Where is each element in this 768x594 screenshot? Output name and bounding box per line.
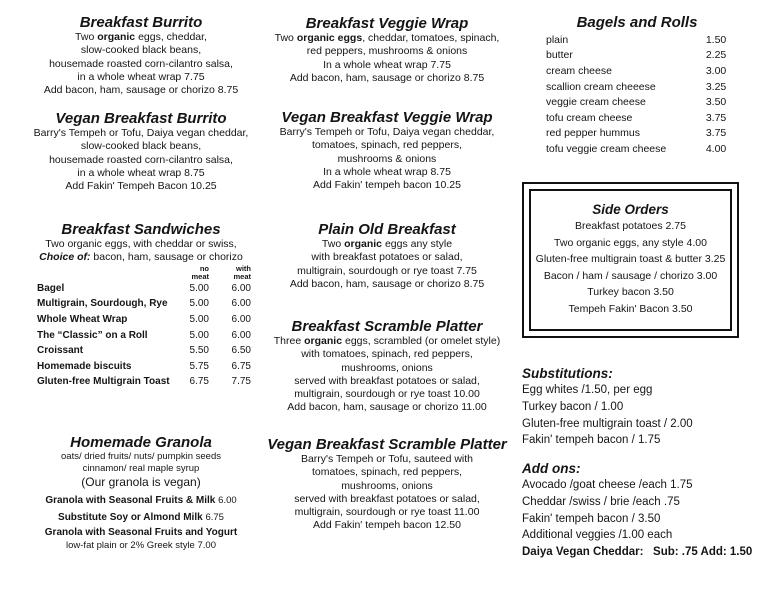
sandwich-name: Homemade biscuits [37,360,132,372]
sandwich-name: The “Classic” on a Roll [37,329,148,341]
bagel-price: 1.50 [705,33,727,46]
section-title: Plain Old Breakfast [318,221,456,238]
section-title: Vegan Breakfast Burrito [55,110,227,127]
description-line: in a whole wheat wrap 7.75 [77,70,205,83]
bagel-name: butter [546,49,573,62]
text-segment: Two [75,31,98,43]
table-row [37,296,251,312]
price-with-meat: 6.00 [231,282,251,294]
description-line: with breakfast potatoes or salad, [311,251,463,264]
bagel-price: 3.75 [705,111,727,124]
price-no-meat: 5.00 [189,314,209,326]
breakfast-scramble-platter-section [257,318,517,415]
section-title: Side Orders [592,202,669,217]
table-row [37,359,251,375]
description-line: served with breakfast potatoes or salad, [294,492,480,505]
bagel-name: red pepper hummus [546,127,640,140]
vegan-breakfast-veggie-wrap-section [257,109,517,192]
bagel-price: 3.50 [705,96,727,109]
description-line: Barry's Tempeh or Tofu, Daiya vegan cheddar, [279,126,495,138]
description-line [11,251,271,264]
bagel-price: 2.25 [705,49,727,62]
list-line: Gluten-free multigrain toast & butter 3.25 [535,253,726,266]
bagel-name: veggie cream cheese [546,96,646,109]
description-line: Add bacon, ham, sausage or chorizo 8.75 [289,71,485,84]
description-line: Add Fakin' Tempeh Bacon 10.25 [65,180,217,193]
description-line: Add Fakin' tempeh bacon 10.25 [313,179,461,192]
table-row [546,110,726,126]
list-line: Bacon / ham / sausage / chorizo 3.00 [543,269,718,282]
section-title: Breakfast Scramble Platter [291,318,483,335]
list-line: Additional veggies /1.00 each [522,529,673,542]
table-row [37,374,251,390]
price-no-meat: 5.50 [189,345,209,357]
text-segment: eggs, scrambled (or omelet style) [342,335,501,347]
section-title: Homemade Granola [70,434,212,451]
breakfast-sandwiches-section [11,221,271,390]
description-line [257,238,517,251]
section-title: Breakfast Sandwiches [61,221,221,238]
section-title: Breakfast Veggie Wrap [305,15,469,32]
table-row [546,126,726,142]
price-no-meat: 5.00 [189,329,209,341]
bold-segment: organic [344,238,383,250]
bagel-price: 3.00 [705,64,727,77]
description-line: with tomatoes, spinach, red peppers, [301,348,473,361]
price-with-meat: 6.00 [231,329,251,341]
description-line: Barry's Tempeh or Tofu, Daiya vegan cheddar, [33,127,249,139]
section-title: Vegan Breakfast Veggie Wrap [281,109,493,126]
table-row [546,48,726,64]
text-segment: Three [273,335,305,347]
list-line: Cheddar /swiss / brie /each .75 [522,495,680,508]
sandwich-price-table [37,265,251,390]
bagel-price: 3.25 [705,80,727,93]
description-line: Add bacon, ham, sausage or chorizo 8.75 [43,84,239,97]
price-with-meat: 6.00 [231,298,251,310]
description-line: tomatoes, spinach, red peppers, [311,139,462,152]
description-line: In a whole wheat wrap 7.75 [323,58,451,71]
substitutions-section [522,365,693,449]
bagel-price: 3.75 [705,127,727,140]
text-segment: Two [321,238,345,250]
col-no-meat: no meat [191,263,209,281]
table-row [37,312,251,328]
bold-segment: organic [304,335,343,347]
bagel-name: tofu veggie cream cheese [546,142,667,155]
description-line: housemade roasted corn-cilantro salsa, [49,57,233,70]
yogurt-note: low-fat plain or 2% Greek style 7.00 [66,540,216,551]
bold-segment: organic eggs [296,32,363,44]
list-line: Avocado /goat cheese /each 1.75 [522,479,693,491]
table-row [546,32,726,48]
choice-label: Choice of: [39,251,91,264]
granola-item: Granola with Seasonal Fruits and Yogurt [44,527,238,538]
bagel-name: cream cheese [546,64,612,77]
add-ons-section [522,460,752,561]
description-line: housemade roasted corn-cilantro salsa, [49,153,233,166]
col-with-meat: with meat [233,263,251,281]
description-line: slow-cooked black beans, [80,140,202,153]
description-line: red peppers, mushrooms & onions [306,45,468,58]
breakfast-veggie-wrap-section [257,15,517,85]
text-segment: Two [274,32,297,44]
list-line: Turkey bacon / 1.00 [522,400,624,413]
price-no-meat: 5.00 [189,298,209,310]
description-line: Add bacon, ham, sausage or chorizo 8.75 [289,277,485,290]
breakfast-burrito-section [11,14,271,97]
text-segment: eggs, cheddar, [135,31,207,43]
price-with-meat: 6.75 [231,360,251,372]
table-row [546,141,726,157]
description-line: oats/ dried fruits/ nuts/ pumpkin seeds [61,451,221,462]
description-line: In a whole wheat wrap 8.75 [323,165,451,178]
description-line: Barry's Tempeh or Tofu, sauteed with [300,453,474,465]
price-with-meat: 6.50 [231,345,251,357]
list-line: Egg whites /1.50, per egg [522,384,653,396]
description-line: Add Fakin' tempeh bacon 12.50 [313,519,461,532]
side-orders-inner-border [529,189,732,331]
table-row [37,281,251,297]
bagels-and-rolls-section [512,14,752,157]
vegan-breakfast-scramble-platter-section [257,436,517,533]
description-line: mushrooms & onions [337,152,437,165]
price-no-meat: 6.75 [189,376,209,388]
section-title: Add ons: [522,461,581,476]
price-no-meat: 5.00 [189,282,209,294]
granola-item: Granola with Seasonal Fruits & Milk 6.00 [45,495,237,506]
side-orders-box [522,182,739,338]
table-row [37,343,251,359]
bagel-name: scallion cream cheeese [546,80,656,93]
choice-text: bacon, ham, sausage or chorizo [90,251,243,264]
list-line: Fakin' tempeh bacon / 1.75 [522,434,661,447]
table-row [37,327,251,343]
list-line: Two organic eggs, any style 4.00 [554,236,707,249]
price-with-meat: 6.00 [231,314,251,326]
list-line: Breakfast potatoes 2.75 [575,220,686,232]
daiya-line: Daiya Vegan Cheddar: Sub: .75 Add: 1.50 [522,546,753,559]
sandwich-name: Croissant [37,345,84,357]
bagel-name: plain [546,33,569,46]
bagel-price-table [546,32,726,157]
vegan-breakfast-burrito-section [11,110,271,193]
sandwich-name: Multigrain, Sourdough, Rye [37,298,168,310]
description-line: mushrooms, onions [341,479,433,492]
sandwich-name: Gluten-free Multigrain Toast [37,376,170,388]
vegan-note: (Our granola is vegan) [81,475,201,489]
list-line: Turkey bacon 3.50 [587,286,674,299]
sandwich-name: Bagel [37,282,65,294]
list-line: Tempeh Fakin' Bacon 3.50 [568,302,693,315]
list-line: Gluten-free multigrain toast / 2.00 [522,417,693,430]
description-line: Add bacon, ham, sausage or chorizo 11.00 [287,401,487,414]
description-line [257,335,517,348]
description-line: served with breakfast potatoes or salad, [294,374,480,387]
description-line: mushrooms, onions [341,361,433,374]
bagel-price: 4.00 [705,142,727,155]
table-row [546,63,726,79]
description-line: multigrain, sourdough or rye toast 10.00 [294,388,480,401]
table-row [546,79,726,95]
description-line: cinnamon/ real maple syrup [82,463,200,474]
description-line: in a whole wheat wrap 8.75 [77,166,205,179]
description-line: tomatoes, spinach, red peppers, [311,466,462,479]
price-with-meat: 7.75 [231,376,251,388]
description-line [257,32,517,45]
section-title: Bagels and Rolls [576,14,698,31]
bagel-name: tofu cream cheese [546,111,633,124]
section-title: Breakfast Burrito [79,14,203,31]
table-row [546,94,726,110]
sandwich-name: Whole Wheat Wrap [37,314,128,326]
list-line: Fakin' tempeh bacon / 3.50 [522,512,661,525]
description-line: multigrain, sourdough or rye toast 11.00 [294,506,480,519]
text-segment: eggs any style [382,238,453,250]
plain-old-breakfast-section [257,221,517,291]
price-no-meat: 5.75 [189,360,209,372]
description-line: Two organic eggs, with cheddar or swiss, [45,238,237,250]
description-line: slow-cooked black beans, [80,44,202,57]
homemade-granola-section [11,434,271,552]
description-line [11,31,271,44]
section-title: Substitutions: [522,366,613,381]
description-line: multigrain, sourdough or rye toast 7.75 [297,264,477,277]
bold-segment: organic [97,31,136,43]
section-title: Vegan Breakfast Scramble Platter [267,436,507,453]
text-segment: , cheddar, tomatoes, spinach, [362,32,500,44]
granola-item: Substitute Soy or Almond Milk 6.75 [58,511,224,523]
